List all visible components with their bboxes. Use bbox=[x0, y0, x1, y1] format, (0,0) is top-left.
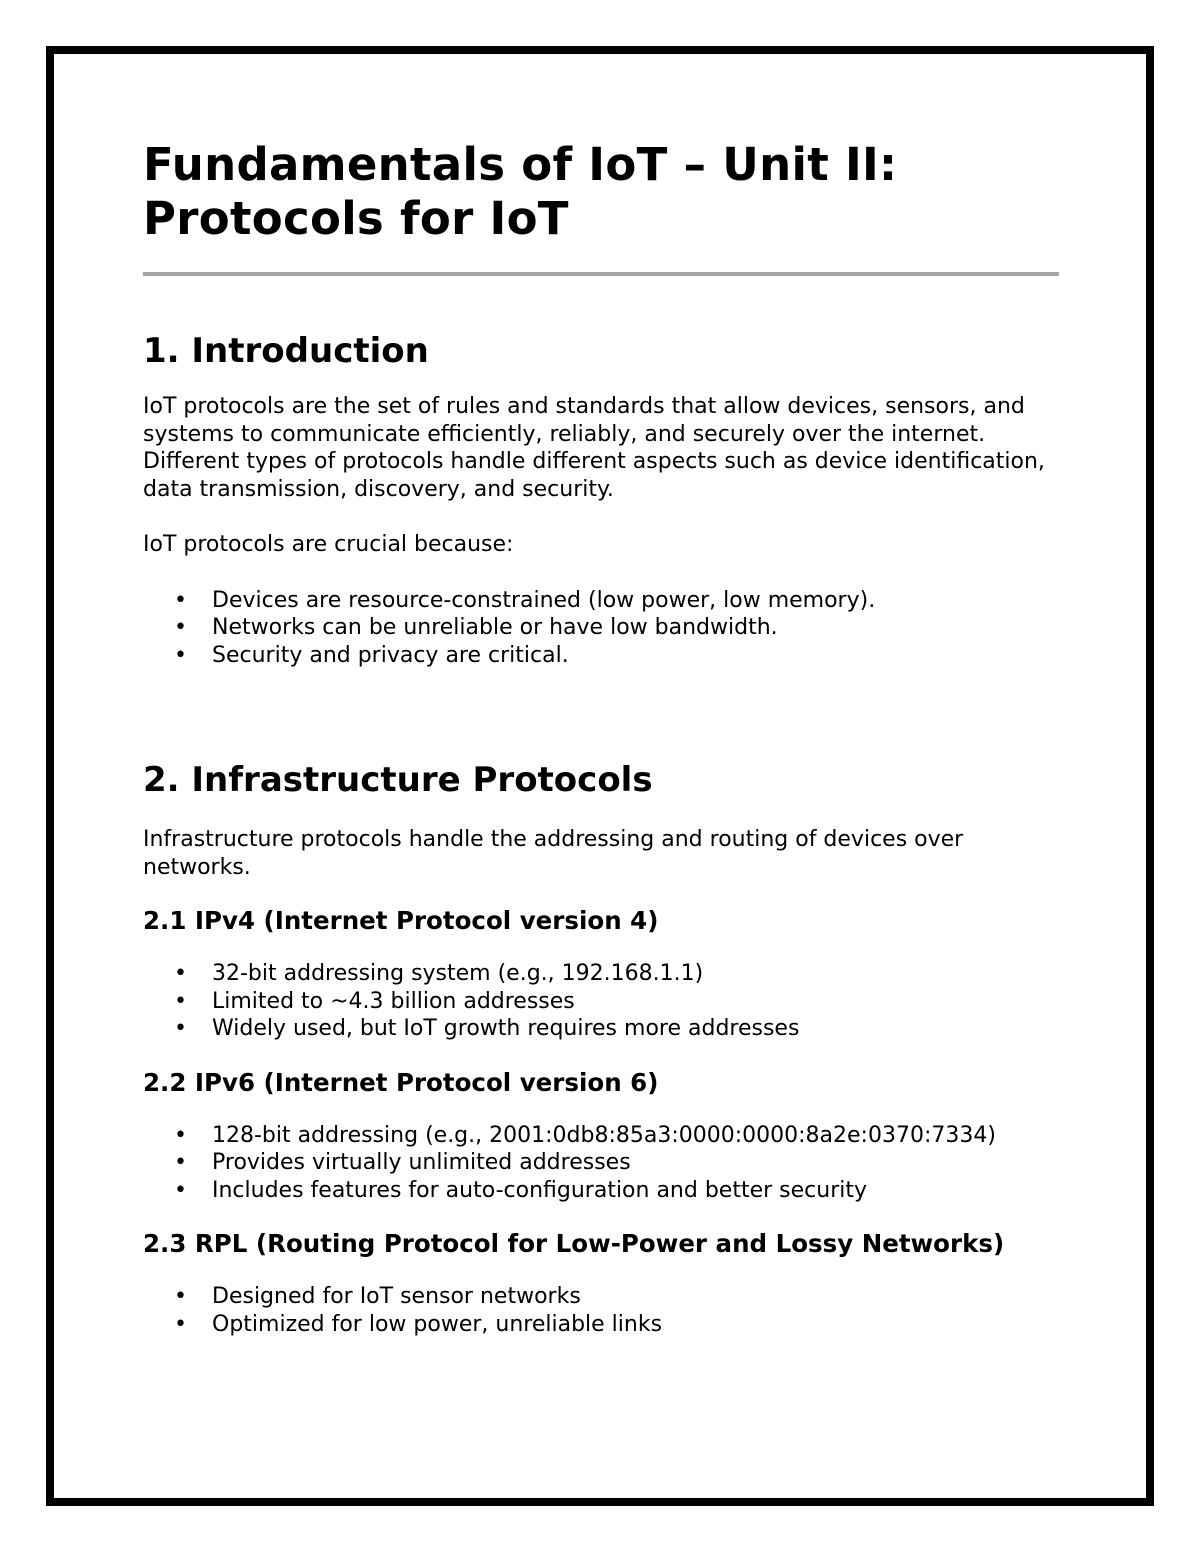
bullet-icon: • bbox=[174, 1284, 187, 1309]
section-heading-infrastructure: 2. Infrastructure Protocols bbox=[143, 760, 653, 800]
list-item-text: 32-bit addressing system (e.g., 192.168.1.1) bbox=[212, 961, 704, 986]
list-item bbox=[143, 642, 1063, 670]
ipv6-bullet-list bbox=[143, 1122, 1063, 1205]
list-item bbox=[143, 1311, 1063, 1339]
list-item-text: Optimized for low power, unreliable links bbox=[212, 1311, 663, 1337]
list-item-text: Security and privacy are critical. bbox=[212, 642, 569, 668]
list-item bbox=[143, 1122, 1063, 1150]
document-title: Fundamentals of IoT – Unit II: Protocols for IoT bbox=[143, 138, 898, 245]
bullet-icon: • bbox=[174, 1177, 187, 1203]
list-item bbox=[143, 960, 1063, 988]
bullet-icon: • bbox=[174, 1016, 187, 1041]
bullet-icon: • bbox=[174, 1311, 187, 1337]
rpl-bullet-list bbox=[143, 1283, 1063, 1338]
list-item bbox=[143, 614, 1063, 642]
list-item-text: Devices are resource-constrained (low power, low memory). bbox=[212, 587, 876, 613]
bullet-icon: • bbox=[174, 642, 187, 668]
subsection-heading-rpl: 2.3 RPL (Routing Protocol for Low-Power and Lossy Networks) bbox=[143, 1229, 1005, 1258]
bullet-icon: • bbox=[174, 961, 187, 986]
bullet-icon: • bbox=[174, 988, 187, 1014]
list-item bbox=[143, 1149, 1063, 1177]
subsection-heading-ipv4: 2.1 IPv4 (Internet Protocol version 4) bbox=[143, 906, 659, 935]
list-item-text: Provides virtually unlimited addresses bbox=[212, 1150, 631, 1175]
section-heading-introduction: 1. Introduction bbox=[143, 331, 429, 371]
bullet-icon: • bbox=[174, 1150, 187, 1175]
bullet-icon: • bbox=[174, 615, 187, 640]
infrastructure-paragraph: Infrastructure protocols handle the addressing and routing of devices over networks. bbox=[143, 827, 964, 880]
title-divider bbox=[143, 272, 1059, 276]
list-item bbox=[143, 1015, 1063, 1043]
bullet-icon: • bbox=[174, 587, 187, 613]
subsection-heading-ipv6: 2.2 IPv6 (Internet Protocol version 6) bbox=[143, 1067, 659, 1097]
list-item bbox=[143, 587, 1063, 615]
list-item-text: Designed for IoT sensor networks bbox=[212, 1284, 581, 1309]
list-item-text: Includes features for auto-configuration and better security bbox=[212, 1177, 867, 1203]
list-item-text: Limited to ~4.3 billion addresses bbox=[212, 988, 575, 1014]
list-item-text: Networks can be unreliable or have low bandwidth. bbox=[212, 615, 778, 640]
bullet-icon: • bbox=[174, 1122, 187, 1148]
list-item-text: Widely used, but IoT growth requires more addresses bbox=[212, 1016, 800, 1041]
intro-bullet-list bbox=[143, 587, 1063, 670]
intro-paragraph: IoT protocols are the set of rules and standards that allow devices, sensors, and systems to communicate efficiently, reliably, and securely over the internet. Different types of protocols handle different aspects such as device identification, data transmission, discovery, and security. bbox=[143, 394, 1045, 502]
list-item bbox=[143, 988, 1063, 1016]
ipv4-bullet-list bbox=[143, 960, 1063, 1043]
intro-crucial-paragraph: IoT protocols are crucial because: bbox=[143, 532, 514, 557]
list-item bbox=[143, 1283, 1063, 1311]
list-item bbox=[143, 1177, 1063, 1205]
document-content bbox=[143, 138, 1063, 1338]
list-item-text: 128-bit addressing (e.g., 2001:0db8:85a3:0000:0000:8a2e:0370:7334) bbox=[212, 1122, 996, 1148]
